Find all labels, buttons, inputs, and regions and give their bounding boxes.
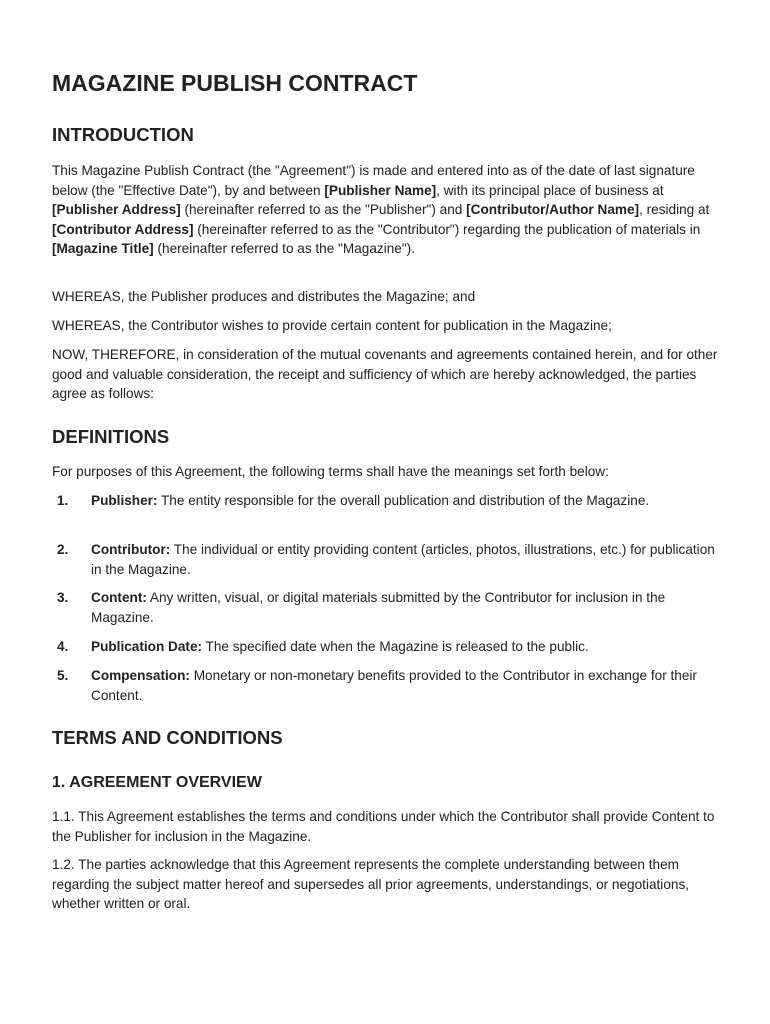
whereas-publisher: WHEREAS, the Publisher produces and distributes the Magazine; and	[52, 289, 476, 304]
definition-text: The specified date when the Magazine is released to the public.	[202, 639, 589, 654]
definition-text: Monetary or non-monetary benefits provided to the Contributor in exchange for their Content.	[91, 668, 697, 703]
section-1-heading: 1. AGREEMENT OVERVIEW	[52, 774, 262, 791]
definition-item	[52, 588, 722, 627]
contributor-name-placeholder: [Contributor/Author Name]	[466, 202, 640, 217]
publisher-address-placeholder: [Publisher Address]	[52, 202, 181, 217]
definition-term: Contributor:	[91, 542, 171, 557]
clause-1-1: 1.1. This Agreement establishes the terms and conditions under which the Contributor shall provide Content to the Publisher for inclusion in the Magazine.	[52, 809, 715, 844]
publisher-name-placeholder: [Publisher Name]	[324, 182, 437, 198]
definition-item	[52, 491, 722, 511]
definitions-heading: DEFINITIONS	[52, 426, 170, 447]
definition-text: The individual or entity providing content (articles, photos, illustrations, etc.) for publication in the Magazine.	[91, 542, 715, 577]
definition-term: Publication Date:	[91, 639, 203, 654]
document-title: MAGAZINE PUBLISH CONTRACT	[52, 70, 418, 96]
magazine-title-placeholder: [Magazine Title]	[52, 241, 154, 256]
now-therefore-paragraph: NOW, THEREFORE, in consideration of the mutual covenants and agreements contained herein, and for other good and valuable consideration, the receipt and sufficiency of which are hereby acknowledged, the parties agree as follows:	[52, 347, 718, 401]
definition-item	[52, 666, 722, 705]
intro-text: (hereinafter referred to as the "Contributor") regarding the publication of materials in	[193, 221, 701, 237]
definition-number: 1.	[57, 493, 69, 508]
definition-item	[52, 637, 722, 657]
definition-term: Content:	[91, 590, 147, 605]
definition-number: 3.	[57, 590, 69, 605]
intro-text: This Magazine Publish Contract (the "Agreement") is made and entered into as of the date of last signature below (the "Effective Date"), by and between	[52, 163, 695, 198]
definition-item	[52, 540, 722, 579]
introduction-paragraph	[52, 161, 722, 259]
introduction-heading: INTRODUCTION	[52, 124, 194, 145]
terms-heading: TERMS AND CONDITIONS	[52, 727, 283, 748]
definition-number: 5.	[57, 668, 69, 683]
whereas-contributor: WHEREAS, the Contributor wishes to provide certain content for publication in the Magazine;	[52, 318, 612, 333]
clause-1-2: 1.2. The parties acknowledge that this Agreement represents the complete understanding between them regarding the subject matter hereof and supersedes all prior agreements, understandings, or negotiations, whether written or oral.	[52, 857, 690, 911]
intro-text: , residing at	[639, 202, 710, 217]
definition-term: Publisher:	[91, 493, 158, 508]
definition-text: Any written, visual, or digital materials submitted by the Contributor for inclusion in the Magazine.	[91, 590, 666, 625]
intro-text: (hereinafter referred to as the "Publisher") and	[180, 202, 467, 217]
intro-text: (hereinafter referred to as the "Magazine").	[153, 241, 415, 256]
intro-text: , with its principal place of business at	[436, 182, 664, 198]
definition-text: The entity responsible for the overall publication and distribution of the Magazine.	[157, 493, 650, 508]
definition-number: 4.	[57, 639, 69, 654]
definition-number: 2.	[57, 542, 69, 557]
definition-term: Compensation:	[91, 668, 190, 683]
contributor-address-placeholder: [Contributor Address]	[52, 221, 194, 237]
definitions-lead: For purposes of this Agreement, the following terms shall have the meanings set forth below:	[52, 464, 609, 479]
